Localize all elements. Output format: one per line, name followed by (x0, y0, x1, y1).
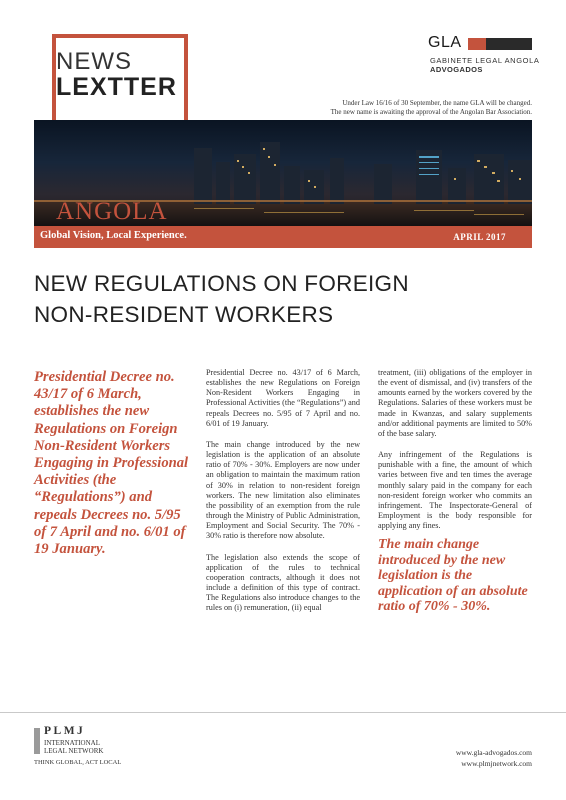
body-paragraph: The main change introduced by the new legislation is the application of an absolute ratio of 70% - 30%. Employers are now under an obligation to maintain the maximum ration of 30% in relation to non-resident foreign workers. The new limitation also eliminates the possibility of an exemption from the rule through the Ministry of Public Administration, Employment and Social Security. The 70% - 30% ratio is therefore now absolute. (206, 439, 360, 541)
masthead-frame-top (52, 34, 188, 38)
banner-country: ANGOLA (56, 198, 168, 225)
newsletter-title-news: NEWS (56, 48, 132, 75)
firm-logo-bar-dark (486, 38, 532, 50)
body-paragraph: Any infringement of the Regulations is punishable with a fine, the amount of which varies between five and ten times the average monthly salary paid in the company for each non-resident foreign worker who commits an infringement. The Inspectorate-General of Employment is the body responsible for applying any fines. (378, 450, 532, 531)
article-column-1 (206, 368, 360, 624)
network-logo-name: PLMJ (44, 725, 86, 737)
name-change-notice (272, 99, 532, 117)
footer-links (456, 748, 532, 769)
body-paragraph: treatment, (iii) obligations of the employer in the event of dismissal, and (iv) transfers of the amounts earned by the workers covered by the Regulations. Salaries of these workers must be made in Kwanzas, and salary supplements and/or additional payments are limited to 50% of the base salary. (378, 368, 532, 438)
firm-logo-bar-red (468, 38, 486, 50)
body-paragraph: Presidential Decree no. 43/17 of 6 March, establishes the new Regulations on Foreign Non-Resident Workers Engaging in Professional Activities (the “Regulations”) and repeals Decrees no. 5/95 of 7 April and no. 6/01 of 19 January. (206, 368, 360, 428)
article-lead: Presidential Decree no. 43/17 of 6 March, establishes the new Regulations on Foreign Non-Resident Workers Engaging in Professional Activities (the “Regulations”) and repeals Decrees no. 5/95 of 7 April and no. 6/01 of 19 January. (34, 369, 189, 558)
firm-logo-name: GLA (428, 34, 462, 51)
issue-date: APRIL 2017 (453, 232, 506, 242)
network-logo-subtitle (44, 739, 103, 755)
network-sub-line-1: INTERNATIONAL (44, 739, 100, 747)
notice-line-1: Under Law 16/16 of 30 September, the name GLA will be changed. (342, 99, 532, 107)
network-sub-line-2: LEGAL NETWORK (44, 747, 104, 755)
network-logo-mark (34, 728, 40, 754)
pull-quote: The main change introduced by the new legislation is the application of an absolute ratio of 70% - 30%. (378, 537, 528, 615)
gla-website-link[interactable]: www.gla-advogados.com (455, 748, 532, 757)
article-title (34, 268, 534, 330)
article-column-2 (378, 368, 532, 542)
footer-divider (0, 712, 566, 713)
firm-type: ADVOGADOS (430, 65, 483, 74)
newsletter-title-lextter: LEXTTER (56, 73, 177, 101)
article-title-line-1: NEW REGULATIONS ON FOREIGN (34, 271, 409, 296)
plmj-website-link[interactable]: www.plmjnetwork.com (461, 758, 532, 768)
banner-tagline: Global Vision, Local Experience. (40, 230, 187, 241)
body-paragraph: The legislation also extends the scope of application of the rules to technical cooperation contracts, although it does not include a definition of this type of contract. The Regulations also introduce changes to the rules on (i) remuneration, (ii) equal (206, 552, 360, 613)
notice-line-2: The new name is awaiting the approval of the Angolan Bar Association. (330, 108, 532, 116)
article-title-line-2: NON-RESIDENT WORKERS (34, 302, 334, 327)
firm-full-name: GABINETE LEGAL ANGOLA (430, 56, 540, 65)
network-tagline: THINK GLOBAL, ACT LOCAL (34, 759, 122, 766)
